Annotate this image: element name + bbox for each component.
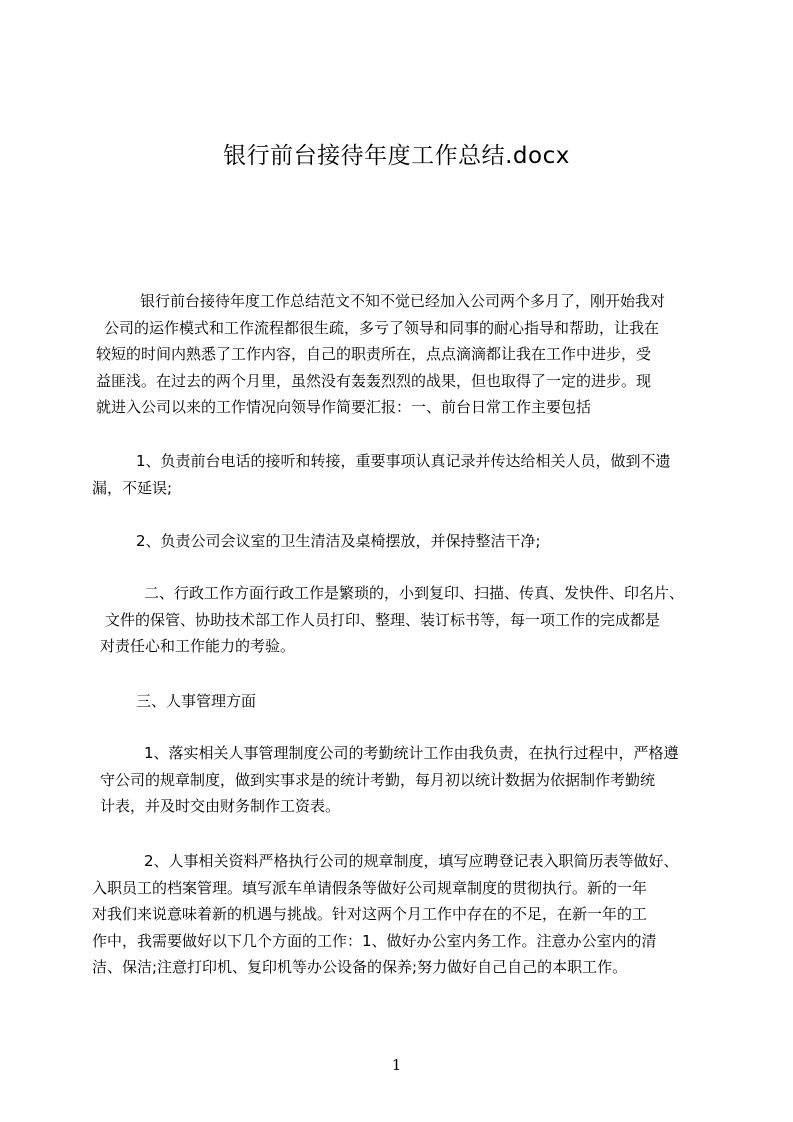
section-heading-hr bbox=[96, 688, 706, 715]
paragraph-line: 益匪浅。在过去的两个月里，虽然没有轰轰烈烈的战果，但也取得了一定的进步。现 bbox=[96, 371, 652, 390]
paragraph-hr-attendance bbox=[100, 740, 710, 820]
paragraph-line: 较短的时间内熟悉了工作内容，自己的职责所在，点点滴滴都让我在工作中进步，受 bbox=[96, 345, 652, 363]
page-number: 1 bbox=[391, 1056, 402, 1074]
paragraph-item-phone bbox=[92, 448, 712, 501]
paragraph-intro bbox=[96, 288, 706, 421]
paragraph-line: 二、行政工作方面行政工作是繁琐的，小到复印、扫描、传真、发快件、印名片、 bbox=[144, 584, 685, 602]
paragraph-line: 公司的运作模式和工作流程都很生疏，多亏了领导和同事的耐心指导和帮助，让我在 bbox=[104, 318, 660, 337]
paragraph-line: 三、人事管理方面 bbox=[136, 692, 257, 710]
document-title: 银行前台接待年度工作总结.docx bbox=[223, 143, 570, 169]
paragraph-line: 2、负责公司会议室的卫生清洁及桌椅摆放，并保持整洁干净; bbox=[136, 532, 541, 550]
paragraph-line: 洁、保洁;注意打印机、复印机等办公设备的保养;努力做好自己自己的本职工作。 bbox=[92, 958, 628, 976]
paragraph-line: 文件的保管、协助技术部工作人员打印、整理、装订标书等，每一项工作的完成都是 bbox=[105, 610, 661, 629]
paragraph-line: 计表，并及时交由财务制作工资表。 bbox=[100, 797, 341, 815]
paragraph-admin-work bbox=[100, 580, 712, 660]
paragraph-line: 守公司的规章制度，做到实事求是的统计考勤，每月初以统计数据为依据制作考勤统 bbox=[100, 770, 656, 789]
paragraph-hr-records bbox=[92, 848, 707, 981]
paragraph-line: 作中，我需要做好以下几个方面的工作：1、做好办公室内务工作。注意办公室内的清 bbox=[92, 931, 657, 950]
paragraph-line: 对责任心和工作能力的考验。 bbox=[100, 637, 296, 655]
paragraph-item-meeting-room bbox=[92, 528, 712, 555]
paragraph-line: 入职员工的档案管理。填写派车单请假条等做好公司规章制度的贯彻执行。新的一年 bbox=[92, 878, 648, 897]
paragraph-line: 1、负责前台电话的接听和转接，重要事项认真记录并传达给相关人员，做到不遗 bbox=[136, 452, 671, 470]
paragraph-line: 漏，不延误; bbox=[92, 478, 173, 497]
paragraph-line: 对我们来说意味着新的机遇与挑战。针对这两个月工作中存在的不足，在新一年的工 bbox=[92, 905, 648, 923]
paragraph-line: 就进入公司以来的工作情况向领导作简要汇报：一、前台日常工作主要包括 bbox=[96, 398, 592, 416]
paragraph-line: 2、人事相关资料严格执行公司的规章制度，填写应聘登记表入职简历表等做好、 bbox=[144, 852, 679, 870]
paragraph-line: 银行前台接待年度工作总结范文不知不觉已经加入公司两个多月了，刚开始我对 bbox=[140, 292, 666, 310]
paragraph-line: 1、落实相关人事管理制度公司的考勤统计工作由我负责，在执行过程中，严格遵 bbox=[144, 744, 679, 762]
